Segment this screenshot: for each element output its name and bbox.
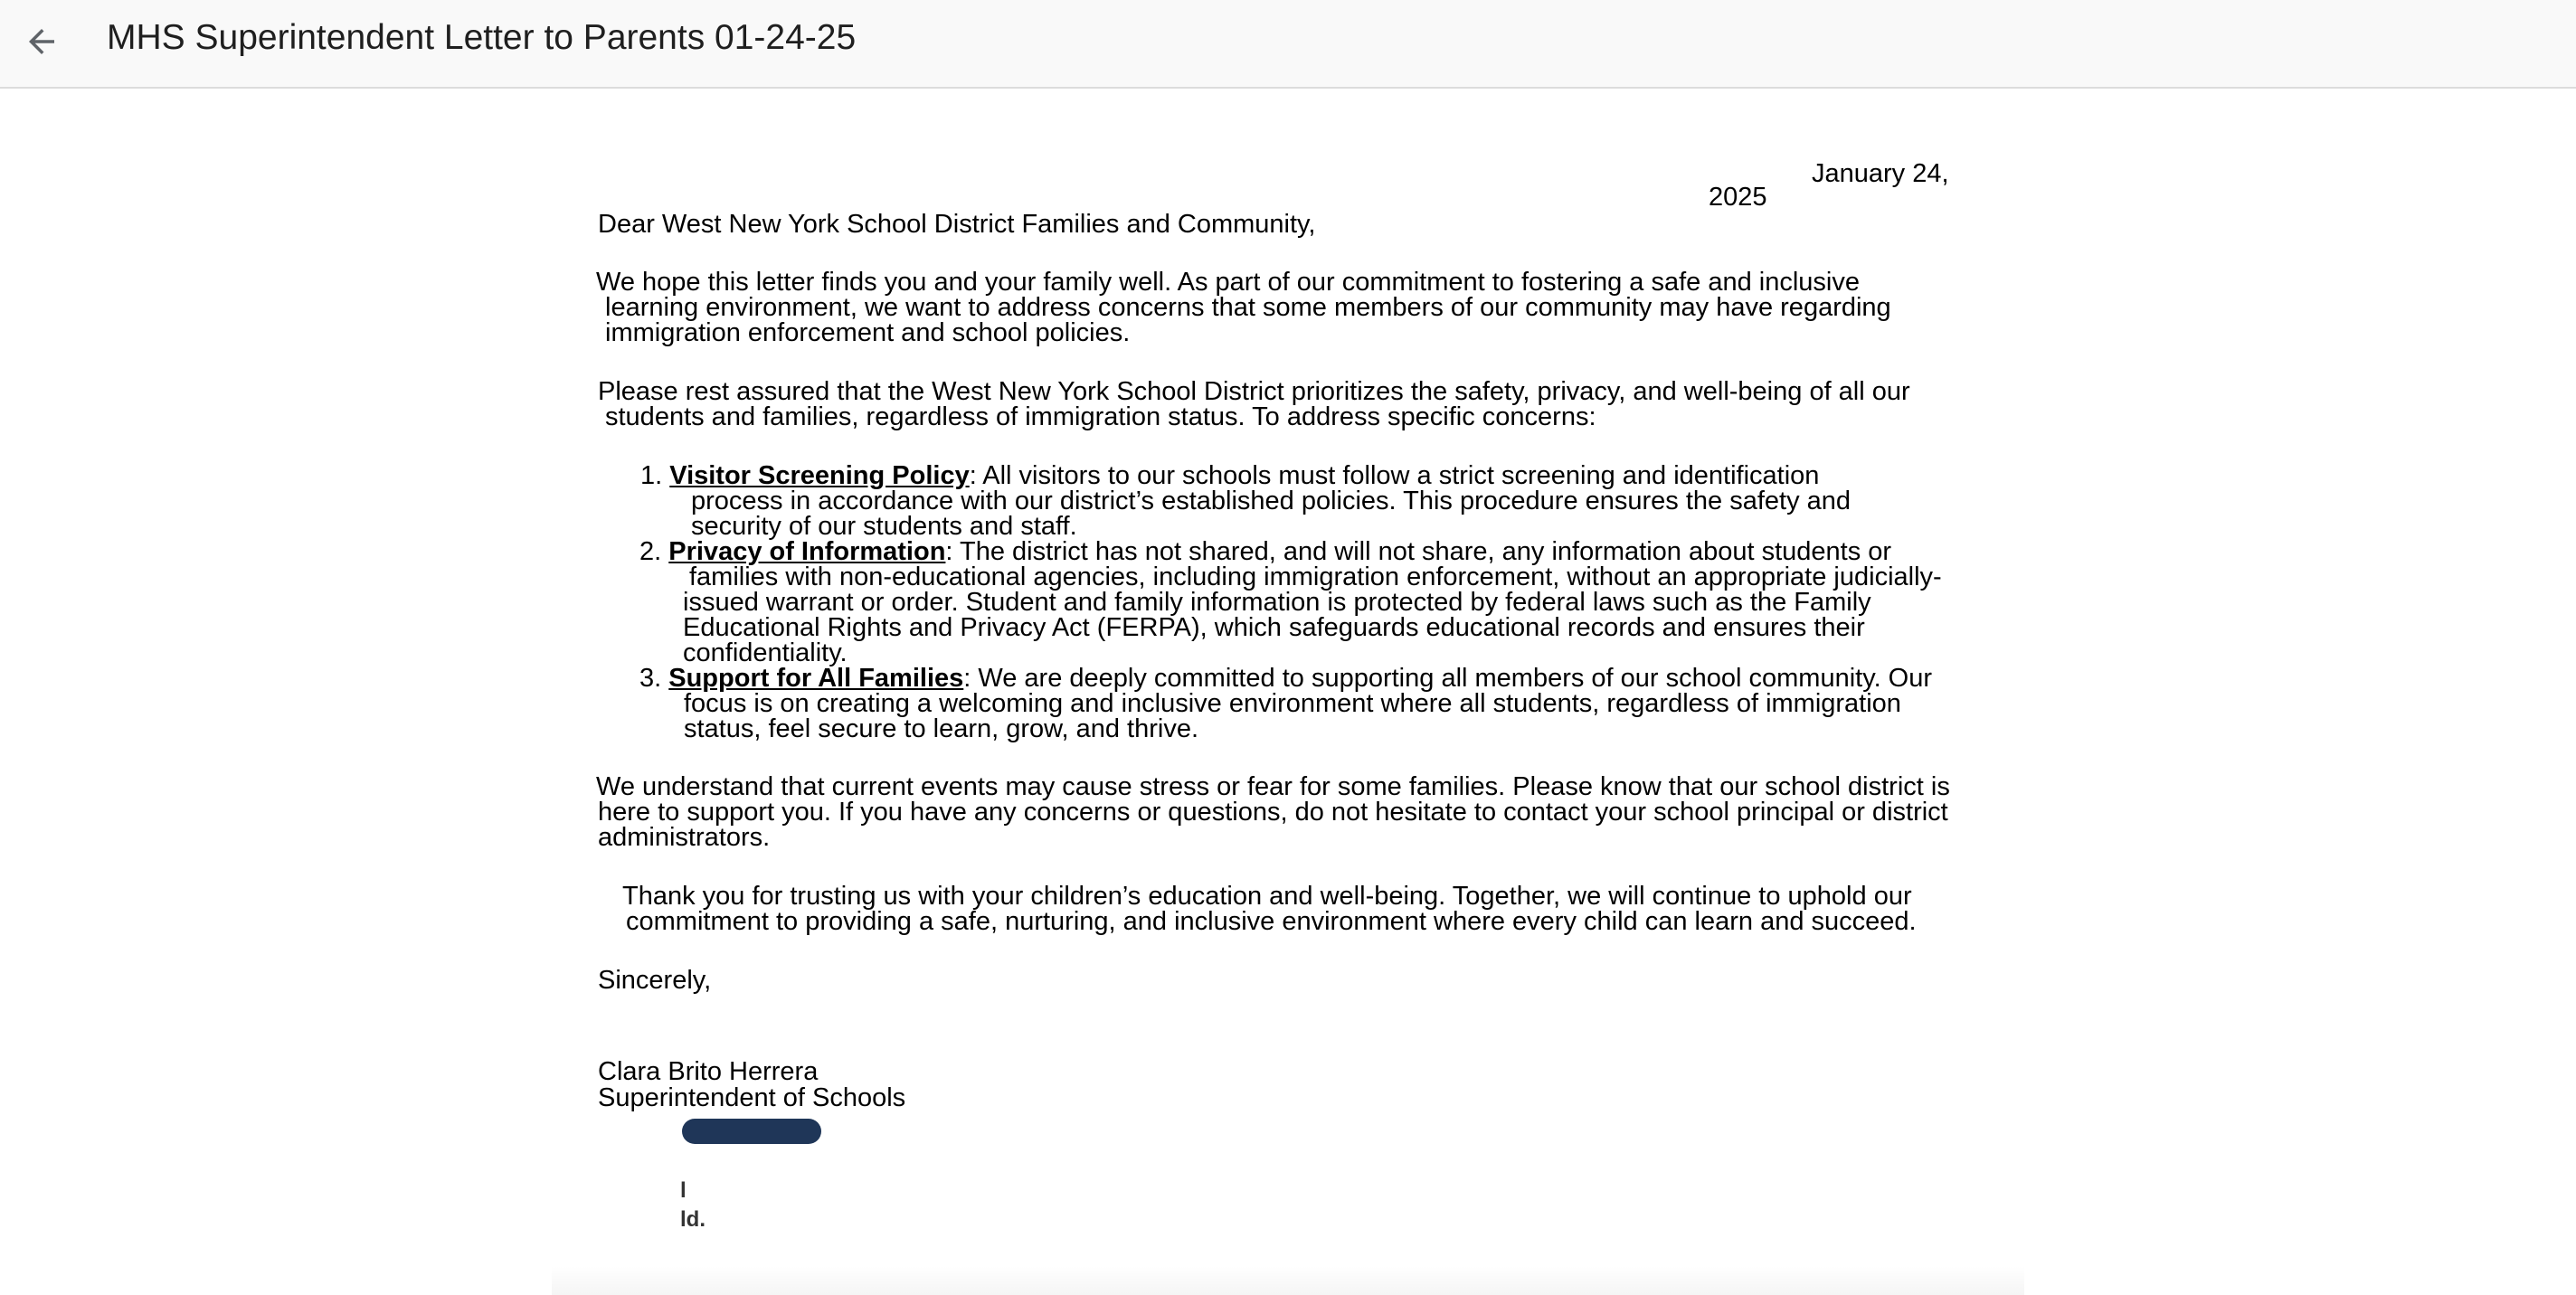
item-line: Educational Rights and Privacy Act (FERPA), which safeguards educational records and ensures their (683, 613, 1865, 642)
signer-title: Superintendent of Schools (598, 1083, 906, 1112)
item-text: : We are deeply committed to supporting all members of our school community. Our (963, 664, 1933, 693)
intro-line: We hope this letter finds you and your family well. As part of our commitment to fostering a safe and inclusive (596, 268, 1860, 297)
item-line: families with non-educational agencies, including immigration enforcement, without an appropriate judicially- (689, 562, 1942, 591)
item-heading: Privacy of Information (668, 537, 946, 566)
arrow-back-icon (23, 23, 61, 61)
text-fragment: ld. (680, 1207, 706, 1232)
item-line: focus is on creating a welcoming and inclusive environment where all students, regardless of immigration (684, 689, 1901, 718)
item-line: issued warrant or order. Student and family information is protected by federal laws such as the Family (683, 588, 1871, 617)
list-item-1 (640, 463, 1819, 488)
intro-line: learning environment, we want to address concerns that some members of our community may have regarding (605, 293, 1891, 322)
item-number: 3. (639, 664, 662, 693)
item-line: process in accordance with our district’s established policies. This procedure ensures the safety and (691, 487, 1852, 515)
understand-line: here to support you. If you have any concerns or questions, do not hesitate to contact your school principal or district (598, 798, 1948, 827)
item-line: status, feel secure to learn, grow, and thrive. (684, 714, 1199, 743)
item-heading: Support for All Families (668, 664, 964, 693)
text-fragment: l (680, 1178, 687, 1203)
document-viewer[interactable] (0, 90, 2576, 1295)
item-number: 1. (640, 461, 663, 490)
page-bottom-shadow (552, 1266, 2024, 1295)
intro-line: immigration enforcement and school policies. (605, 318, 1131, 347)
assure-line: Please rest assured that the West New York School District prioritizes the safety, privacy, and well-being of all our (598, 377, 1910, 406)
document-title: MHS Superintendent Letter to Parents 01-24-25 (107, 18, 857, 57)
item-number: 2. (639, 537, 662, 566)
top-bar (0, 0, 2576, 89)
closing: Sincerely, (598, 966, 712, 995)
back-button[interactable] (13, 13, 71, 71)
understand-line: administrators. (598, 823, 771, 852)
salutation: Dear West New York School District Families and Community, (598, 210, 1316, 239)
item-line: security of our students and staff. (691, 512, 1077, 541)
date-line-2: 2025 (1709, 183, 1767, 212)
item-line: confidentiality. (683, 638, 848, 667)
list-item-2 (639, 539, 1891, 564)
item-text: : All visitors to our schools must follow a strict screening and identification (969, 461, 1820, 490)
thanks-line: Thank you for trusting us with your children’s education and well-being. Together, we will continue to uphold our (622, 882, 1912, 911)
item-text: : The district has not shared, and will not share, any information about students or (945, 537, 1892, 566)
signer-name: Clara Brito Herrera (598, 1057, 819, 1086)
item-heading: Visitor Screening Policy (669, 461, 970, 490)
assure-line: students and families, regardless of immigration status. To address specific concerns: (605, 402, 1596, 431)
list-item-3 (639, 666, 1932, 691)
date-line-1: January 24, (1812, 159, 1949, 188)
signature-logo-bar (682, 1119, 821, 1144)
thanks-line: commitment to providing a safe, nurturing, and inclusive environment where every child can learn and succeed. (626, 907, 1917, 936)
understand-line: We understand that current events may cause stress or fear for some families. Please know that our school district is (596, 772, 1950, 801)
